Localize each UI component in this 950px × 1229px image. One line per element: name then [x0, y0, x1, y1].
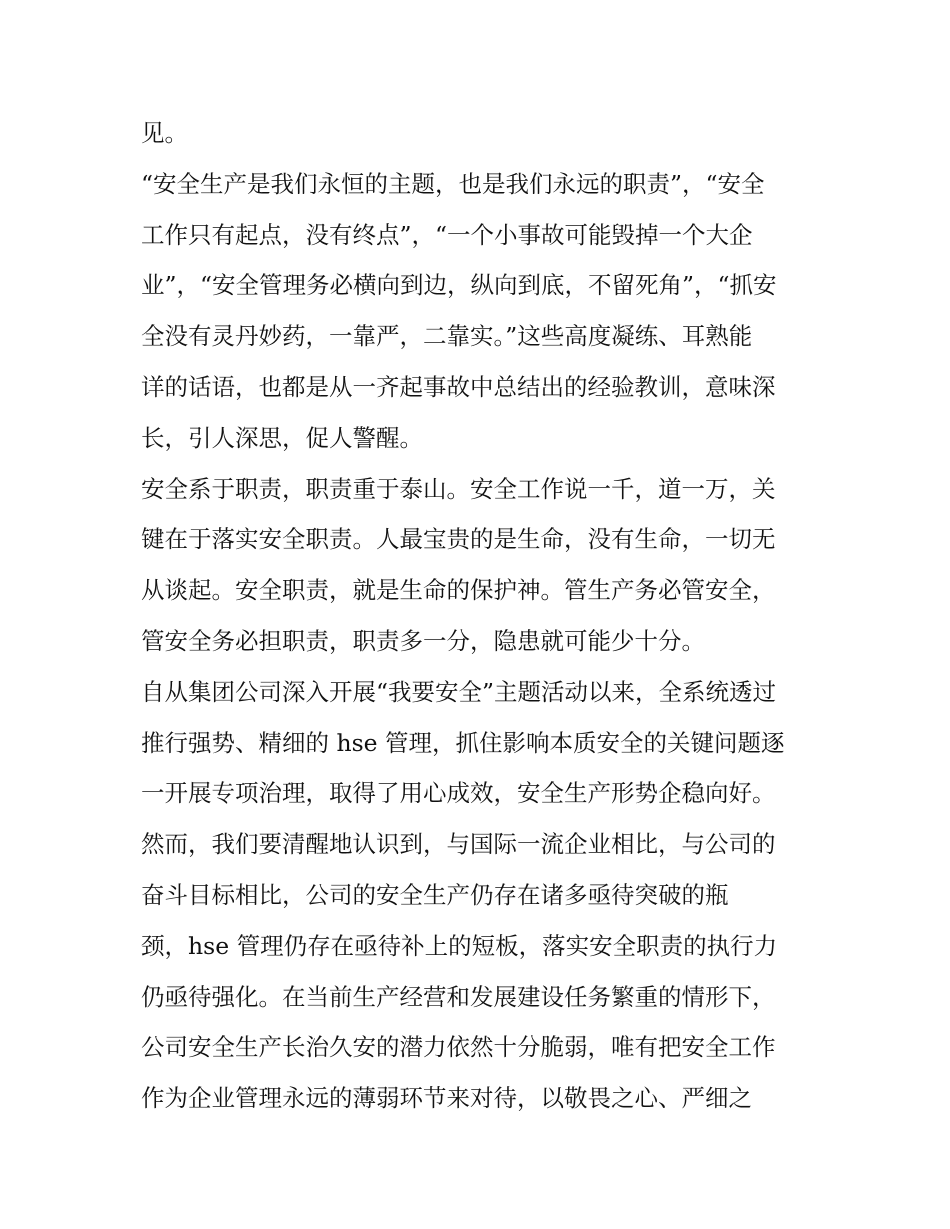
- text-line: 一开展专项治理，取得了用心成效，安全生产形势企稳向好。: [141, 779, 776, 808]
- text-line: 然而，我们要清醒地认识到，与国际一流企业相比，与公司的: [141, 830, 776, 859]
- text-line: 奋斗目标相比，公司的安全生产仍存在诸多亟待突破的瓶: [141, 880, 729, 909]
- text-line: 公司安全生产长治久安的潜力依然十分脆弱，唯有把安全工作: [141, 1033, 776, 1062]
- text-line: 键在于落实安全职责。人最宝贵的是生命，没有生命，一切无: [141, 525, 776, 554]
- text-line: “安全生产是我们永恒的主题，也是我们永远的职责”，“安全: [141, 169, 765, 198]
- text-line: 详的话语，也都是从一齐起事故中总结出的经验教训，意味深: [141, 372, 776, 401]
- text-line: 作为企业管理永远的薄弱环节来对待，以敬畏之心、严细之: [141, 1084, 752, 1113]
- text-line: 从谈起。安全职责，就是生命的保护神。管生产务必管安全，: [141, 576, 776, 605]
- text-line: 见。: [141, 119, 188, 147]
- text-line: 仍亟待强化。在当前生产经营和发展建设任务繁重的情形下，: [141, 982, 776, 1011]
- text-line: 颈，hse 管理仍存在亟待补上的短板，落实安全职责的执行力: [141, 931, 778, 960]
- text-line: 管安全务必担职责，职责多一分，隐患就可能少十分。: [141, 626, 705, 655]
- text-line: 全没有灵丹妙药，一靠严，二靠实。”这些高度凝练、耳熟能: [141, 322, 753, 351]
- text-line: 安全系于职责，职责重于泰山。安全工作说一千，道一万，关: [141, 474, 776, 503]
- text-line: 推行强势、精细的 hse 管理，抓住影响本质安全的关键问题逐: [141, 728, 785, 757]
- text-line: 业”，“安全管理务必横向到边，纵向到底，不留死角”，“抓安: [141, 271, 777, 300]
- text-line: 长，引人深思，促人警醒。: [141, 423, 423, 452]
- text-line: 自从集团公司深入开展“我要安全”主题活动以来，全系统透过: [141, 677, 777, 706]
- body-text: [141, 108, 831, 1124]
- text-line: 工作只有起点，没有终点”，“一个小事故可能毁掉一个大企: [141, 220, 753, 249]
